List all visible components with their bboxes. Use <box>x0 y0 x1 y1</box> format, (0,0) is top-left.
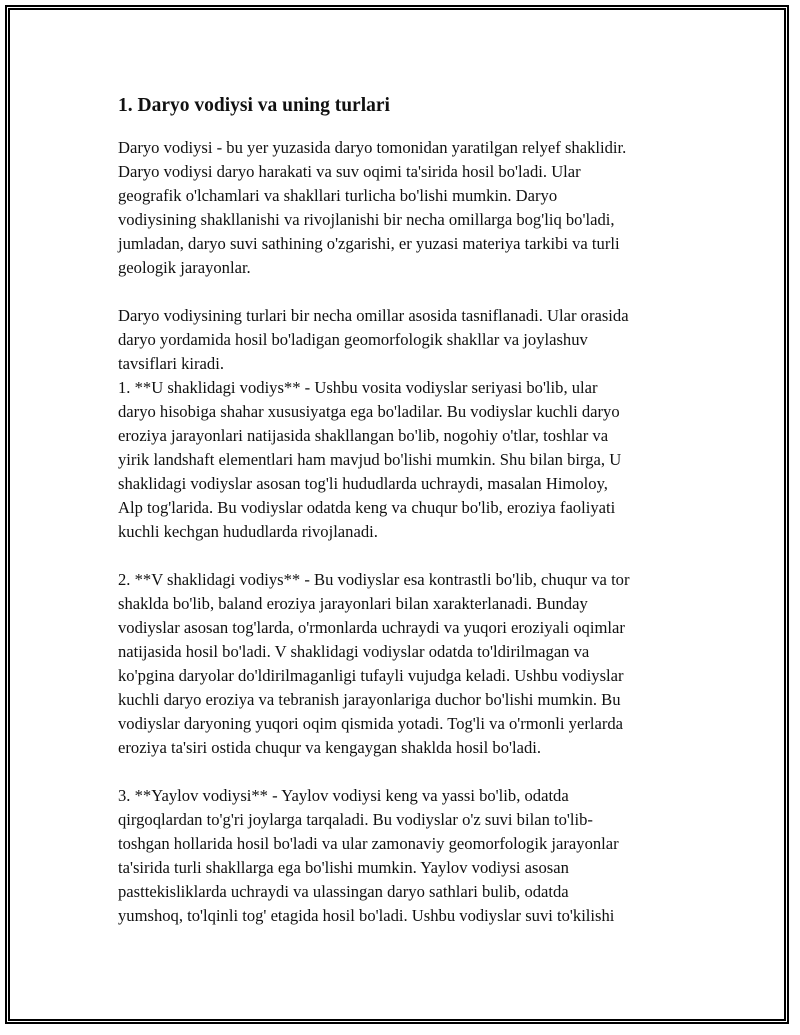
paragraph-intro: Daryo vodiysi - bu yer yuzasida daryo tomonidan yaratilgan relyef shaklidir. Daryo vodiysi daryo harakati va suv oqimi ta'sirida hosil bo'ladi. Ular geografik o'lchamlari va shakllari turlicha bo'lishi mumkin. Daryo vodiysining shakllanishi va rivojlanishi bir necha omillarga bog'liq bo'ladi, jumladan, daryo suvi sathining o'zgarishi, er yuzasi materiya tarkibi va turli geologik jarayonlar. <box>118 138 627 277</box>
paragraph-v-shaped: 2. **V shaklidagi vodiys** - Bu vodiyslar esa kontrastli bo'lib, chuqur va tor shaklda bo'lib, baland eroziya jarayonlari bilan xarakterlanadi. Bunday vodiyslar asosan tog'larda, o'rmonlarda uchraydi va yuqori eroziyali oqimlar natijasida hosil bo'ladi. V shaklidagi vodiyslar odatda to'ldirilmagan va ko'pgina daryolar do'ldirilmaganligi tufayli vujudga keladi. Ushbu vodiyslar kuchli daryo eroziya va tebranish jarayonlariga duchor bo'lishi mumkin. Bu vodiyslar daryoning yuqori oqim qismida yotadi. Tog'li va o'rmonli yerlarda eroziya ta'siri ostida chuqur va kengaygan shaklda hosil bo'ladi. <box>118 570 630 757</box>
paragraph-u-shaped: Daryo vodiysining turlari bir necha omillar asosida tasniflanadi. Ular orasida daryo yordamida hosil bo'ladigan geomorfologik shakllar va joylashuv tavsiflari kiradi. 1. **U shaklidagi vodiys** - Ushbu vosita vodiyslar seriyasi bo'lib, ular daryo hisobiga shahar xususiyatga ega bo'ladilar. Bu vodiyslar kuchli daryo eroziya jarayonlari natijasida shakllangan bo'lib, nogohiy o'tlar, toshlar va yirik landshaft elementlari ham mavjud bo'lishi mumkin. Shu bilan birga, U shaklidagi vodiyslar asosan tog'li hududlarda uchraydi, masalan Himoloy, Alp tog'larida. Bu vodiyslar odatda keng va chuqur bo'lib, eroziya faoliyati kuchli kechgan hududlarda rivojlanadi. <box>118 306 629 541</box>
document-body <box>118 92 688 928</box>
paragraph-gap <box>118 280 688 304</box>
paragraph-meadow: 3. **Yaylov vodiysi** - Yaylov vodiysi keng va yassi bo'lib, odatda qirgoqlardan to'g'ri joylarga tarqaladi. Bu vodiyslar o'z suvi bilan to'lib- toshgan hollarida hosil bo'ladi va ular zamonaviy geomorfologik jarayonlar ta'sirida turli shakllarga ega bo'lishi mumkin. Yaylov vodiysi asosan pasttekisliklarda uchraydi va ulassingan daryo sathlari bulib, odatda yumshoq, to'lqinli tog' etagida hosil bo'ladi. Ushbu vodiyslar suvi to'kilishi <box>118 786 619 925</box>
section-heading: 1. Daryo vodiysi va uning turlari <box>118 95 390 116</box>
paragraph-gap <box>118 544 688 568</box>
paragraph-gap <box>118 760 688 784</box>
